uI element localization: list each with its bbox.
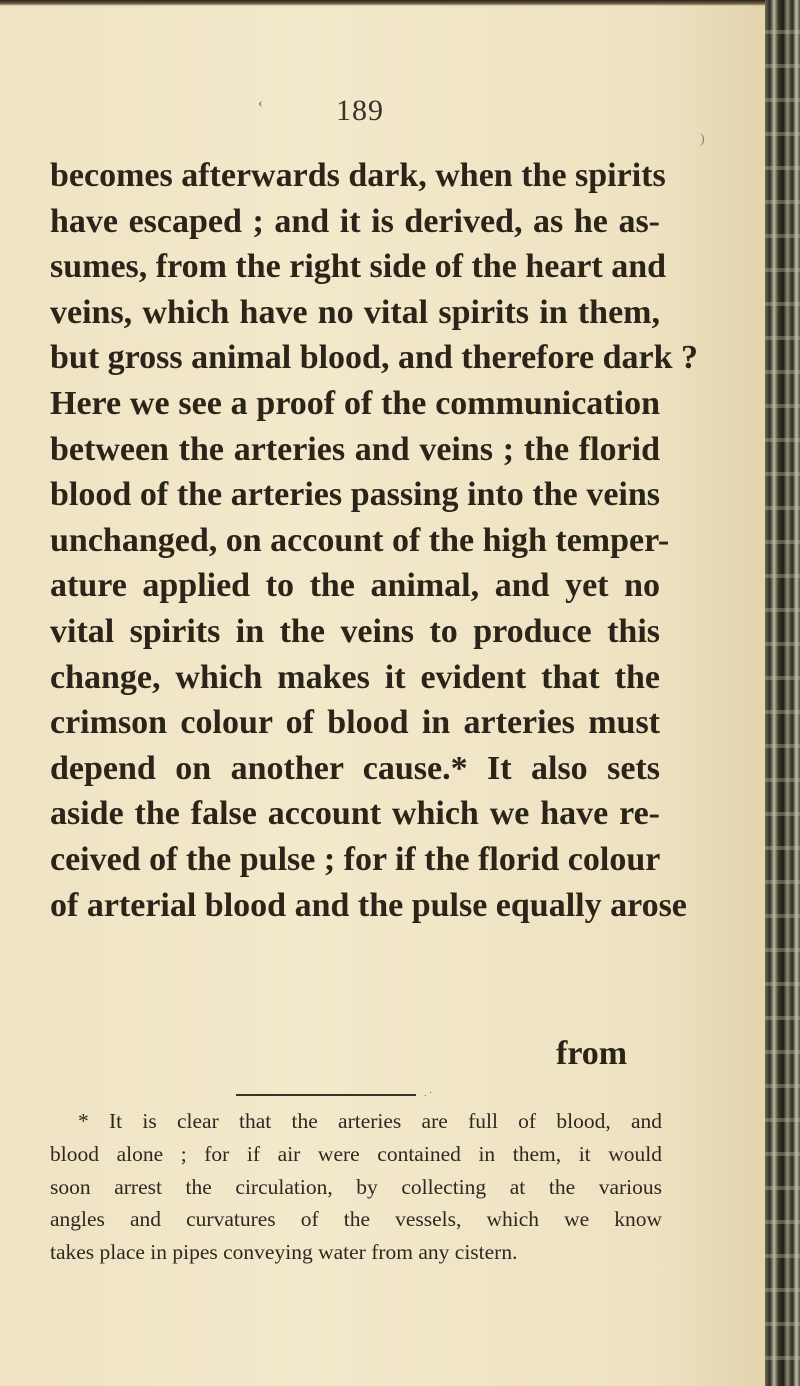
body-line: aside the false account which we have re-	[50, 795, 660, 833]
body-text	[50, 153, 698, 928]
body-line: depend on another cause.* It also sets	[50, 749, 660, 787]
page-top-edge	[0, 0, 800, 6]
footnote-line: blood alone ; for if air were contained in them, it would	[50, 1141, 662, 1166]
rule-specks: . ·	[424, 1088, 433, 1099]
footnote-line: soon arrest the circulation, by collecting at the various	[50, 1174, 662, 1199]
body-line: ceived of the pulse ; for if the florid colour	[50, 840, 661, 878]
body-line: crimson colour of blood in arteries must	[50, 704, 660, 742]
body-line: Here we see a proof of the communication	[50, 384, 660, 422]
catchword: from	[556, 1035, 628, 1072]
footnote-line: * It is clear that the arteries are full of blood, and	[78, 1109, 662, 1133]
footnote-line: takes place in pipes conveying water from any cistern.	[50, 1240, 518, 1265]
book-spine	[765, 0, 800, 1386]
stray-mark: ‹	[258, 96, 263, 111]
footnote-rule	[236, 1094, 416, 1096]
footnote	[50, 1105, 662, 1269]
body-line: of arterial blood and the pulse equally arose	[50, 886, 687, 924]
body-line: ature applied to the animal, and yet no	[50, 567, 660, 605]
body-line: have escaped ; and it is derived, as he as-	[50, 202, 660, 240]
body-line: but gross animal blood, and therefore dark ?	[50, 339, 698, 377]
body-line: becomes afterwards dark, when the spirits	[50, 157, 666, 194]
body-line: change, which makes it evident that the	[50, 658, 660, 696]
body-line: between the arteries and veins ; the florid	[50, 430, 660, 468]
body-line: sumes, from the right side of the heart and	[50, 248, 667, 286]
body-line: unchanged, on account of the high temper-	[50, 521, 670, 559]
body-line: blood of the arteries passing into the veins	[50, 476, 660, 514]
page-number: 189	[336, 94, 384, 127]
footnote-line: angles and curvatures of the vessels, which we know	[50, 1207, 662, 1232]
body-line: veins, which have no vital spirits in them,	[50, 293, 660, 331]
stray-mark-right: )	[700, 132, 705, 147]
body-line: vital spirits in the veins to produce this	[50, 612, 660, 650]
